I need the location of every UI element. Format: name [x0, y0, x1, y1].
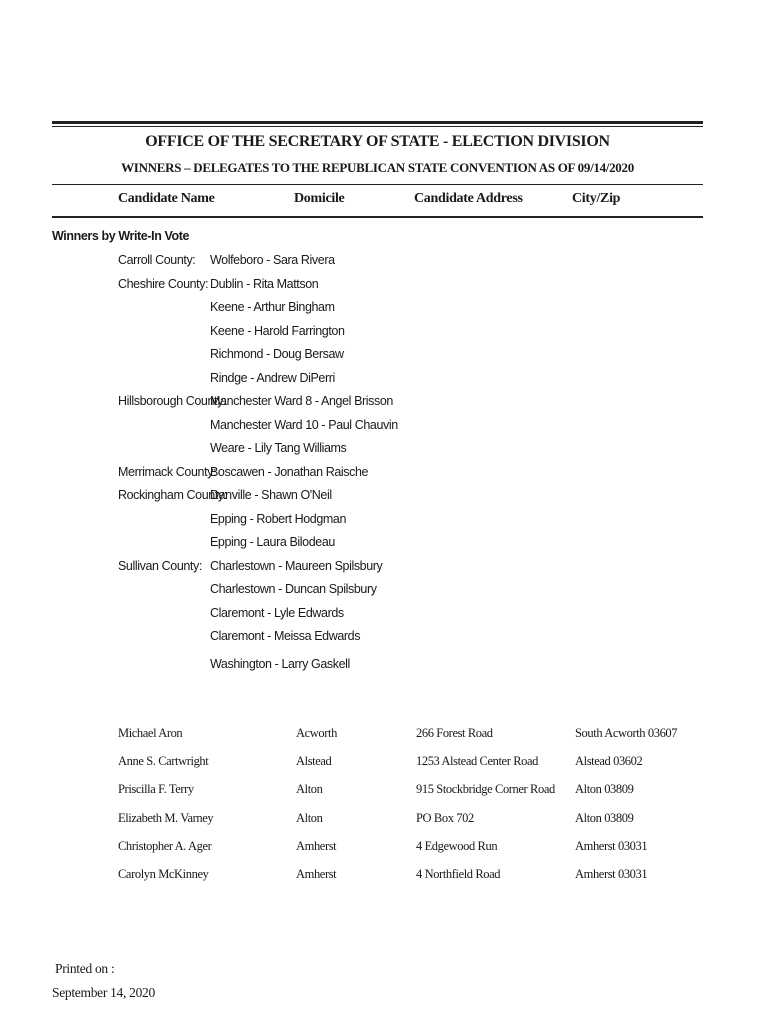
write-in-entry: Dublin - Rita Mattson	[210, 276, 319, 291]
candidate-city-zip: Amherst 03031	[575, 867, 648, 881]
write-in-entry: Wolfeboro - Sara Rivera	[210, 253, 335, 267]
column-header-name: Candidate Name	[118, 191, 215, 206]
candidate-address: PO Box 702	[416, 810, 474, 825]
write-in-entry: Manchester Ward 10 - Paul Chauvin	[210, 417, 398, 432]
top-rule-thin	[52, 126, 703, 127]
write-in-entry: Claremont - Lyle Edwards	[210, 605, 344, 620]
candidate-domicile: Acworth	[296, 726, 337, 740]
candidate-name: Christopher A. Ager	[118, 838, 212, 853]
candidate-address: 4 Edgewood Run	[416, 838, 498, 853]
write-in-entry: Epping - Robert Hodgman	[210, 511, 347, 526]
candidate-domicile: Alstead	[296, 754, 332, 769]
candidate-city-zip: Alstead 03602	[575, 754, 643, 769]
county-label: Merrimack County:	[118, 464, 217, 479]
county-label: Carroll County:	[118, 253, 196, 267]
table-row	[0, 839, 770, 859]
write-in-entry: Weare - Lily Tang Williams	[210, 441, 347, 455]
county-label: Rockingham County:	[118, 488, 227, 502]
write-in-entry: Claremont - Meissa Edwards	[210, 629, 361, 643]
write-in-entry: Epping - Laura Bilodeau	[210, 535, 335, 549]
top-rule-thick	[52, 121, 703, 124]
header-rule-top	[52, 184, 703, 185]
write-in-entry: Danville - Shawn O'Neil	[210, 488, 332, 502]
write-in-entry: Charlestown - Maureen Spilsbury	[210, 558, 383, 573]
column-header-city-zip: City/Zip	[572, 191, 621, 206]
candidate-domicile: Amherst	[296, 838, 337, 853]
table-row	[0, 867, 770, 887]
write-in-entry: Washington - Larry Gaskell	[210, 656, 350, 671]
write-in-entry: Keene - Arthur Bingham	[210, 300, 335, 314]
printed-date: September 14, 2020	[52, 985, 155, 1000]
column-header-domicile: Domicile	[294, 191, 345, 206]
write-in-entry: Rindge - Andrew DiPerri	[210, 370, 335, 385]
candidate-domicile: Alton	[296, 810, 323, 825]
candidate-name: Anne S. Cartwright	[118, 754, 209, 769]
write-in-entry: Manchester Ward 8 - Angel Brisson	[210, 394, 393, 408]
county-label: Hillsborough County:	[118, 394, 227, 408]
candidate-city-zip: Amherst 03031	[575, 838, 648, 853]
page-title: OFFICE OF THE SECRETARY OF STATE - ELECTION DIVISION	[145, 133, 610, 150]
candidate-city-zip: South Acworth 03607	[575, 726, 678, 740]
county-label: Cheshire County:	[118, 276, 209, 291]
candidate-address: 1253 Alstead Center Road	[416, 754, 538, 769]
candidate-domicile: Alton	[296, 782, 323, 797]
write-in-entry: Richmond - Doug Bersaw	[210, 347, 344, 361]
write-in-entry: Charlestown - Duncan Spilsbury	[210, 582, 377, 596]
county-label: Sullivan County:	[118, 558, 202, 573]
candidate-domicile: Amherst	[296, 867, 337, 881]
write-in-entry: Boscawen - Jonathan Raische	[210, 464, 369, 479]
candidate-name: Elizabeth M. Varney	[118, 810, 214, 825]
candidate-name: Priscilla F. Terry	[118, 782, 194, 797]
header-rule-bottom	[52, 216, 703, 218]
write-in-entry: Keene - Harold Farrington	[210, 323, 345, 338]
table-row	[0, 782, 770, 802]
column-header-address: Candidate Address	[414, 191, 523, 206]
candidate-address: 915 Stockbridge Corner Road	[416, 782, 555, 797]
candidate-city-zip: Alton 03809	[575, 810, 634, 825]
candidate-city-zip: Alton 03809	[575, 782, 634, 797]
candidate-address: 4 Northfield Road	[416, 867, 501, 881]
table-row	[0, 726, 770, 746]
candidate-name: Michael Aron	[118, 726, 183, 740]
write-in-section-title: Winners by Write-In Vote	[52, 229, 190, 243]
table-row	[0, 754, 770, 774]
page-subtitle: WINNERS – DELEGATES TO THE REPUBLICAN STATE CONVENTION AS OF 09/14/2020	[121, 160, 634, 175]
printed-label: Printed on :	[55, 961, 115, 976]
candidate-name: Carolyn McKinney	[118, 867, 209, 881]
table-row	[0, 811, 770, 831]
candidate-address: 266 Forest Road	[416, 726, 493, 740]
